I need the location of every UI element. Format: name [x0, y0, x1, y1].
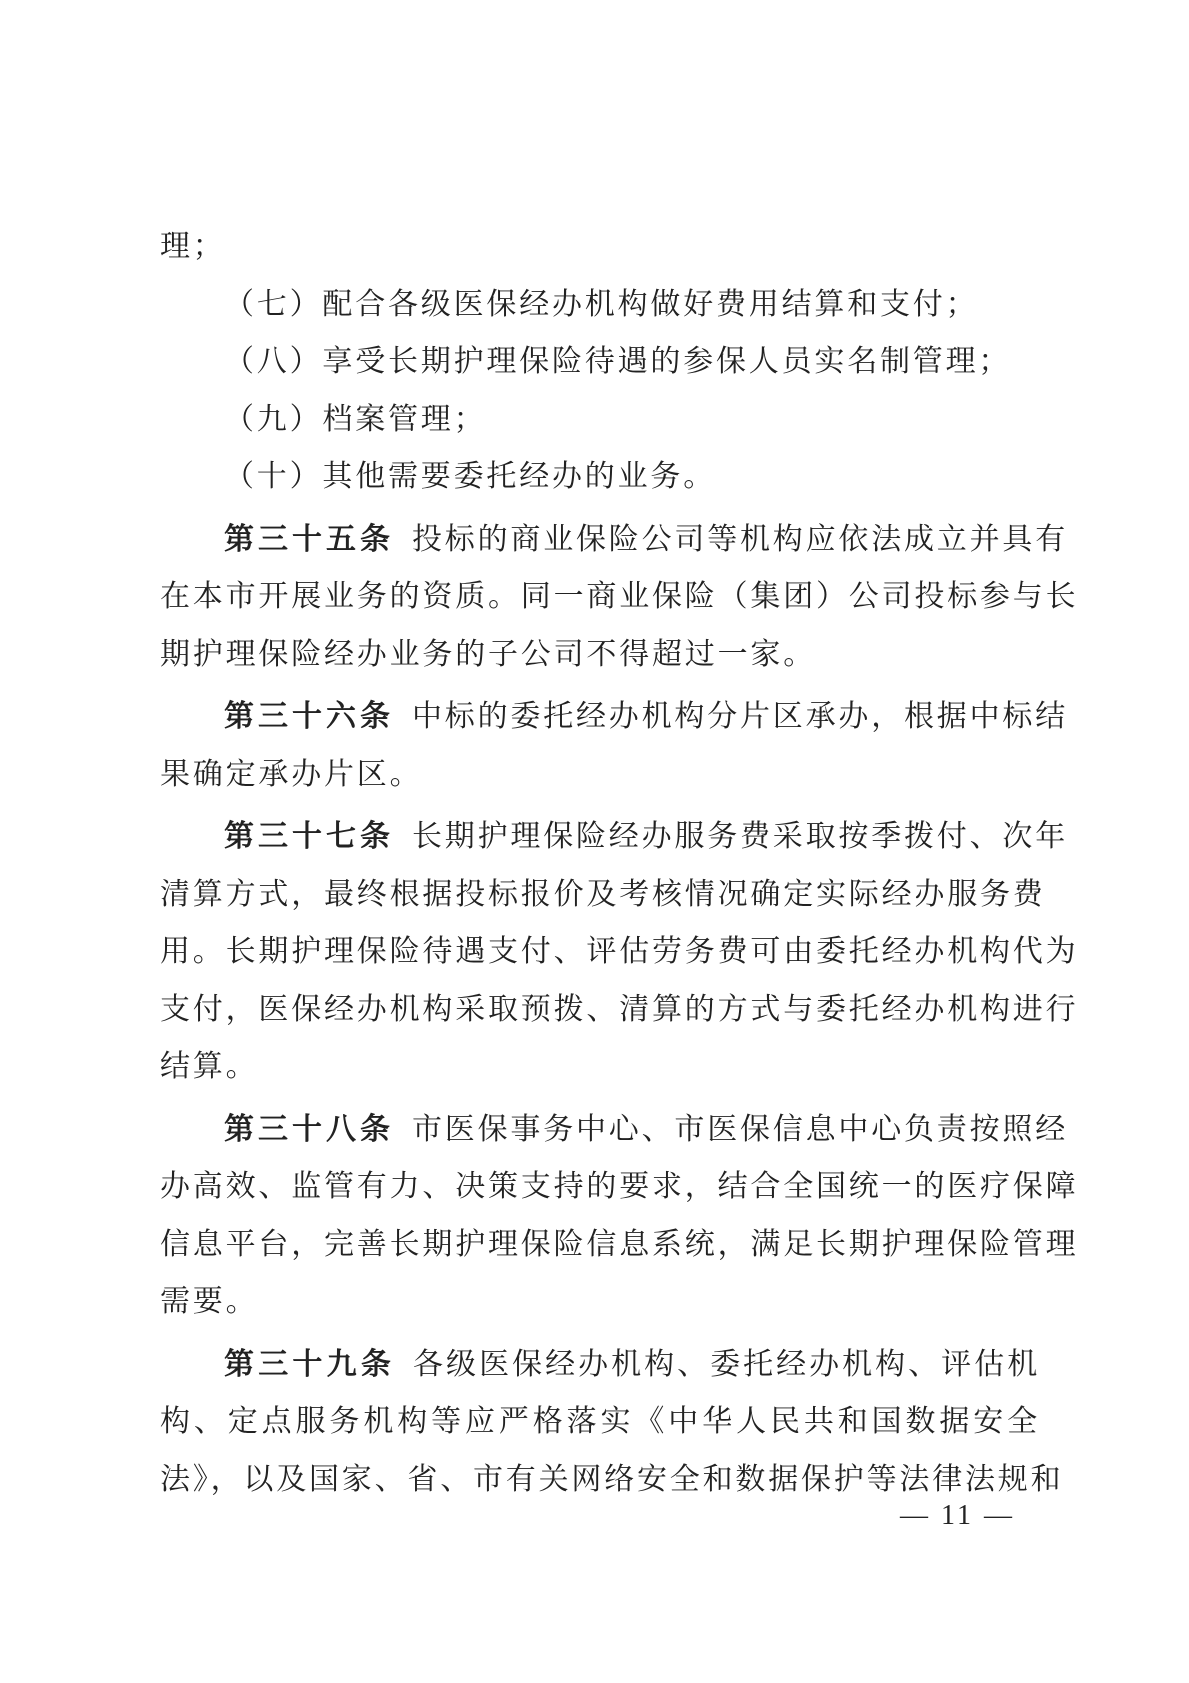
article-39-first-line — [160, 1336, 1040, 1394]
article-35-text: 投标的商业保险公司等机构应依法成立并具有 — [412, 521, 1068, 557]
article-35-first-line — [160, 511, 1068, 569]
article-37-line: 用。长期护理保险待遇支付、评估劳务费可由委托经办机构代为 — [160, 934, 1079, 969]
article-39-title: 第三十九条 — [224, 1346, 396, 1382]
article-37-line: 支付，医保经办机构采取预拨、清算的方式与委托经办机构进行 — [160, 991, 1079, 1027]
article-36-title: 第三十六条 — [224, 699, 394, 734]
article-36-text: 中标的委托经办机构分片区承办，根据中标结 — [412, 699, 1068, 734]
list-item-10: （十）其他需要委托经办的业务。 — [224, 459, 716, 494]
article-36-line: 果确定承办片区。 — [160, 756, 423, 792]
list-item-8: （八）享受长期护理保险待遇的参保人员实名制管理； — [224, 344, 1012, 379]
article-37-line: 清算方式，最终根据投标报价及考核情况确定实际经办服务费 — [160, 876, 1046, 912]
article-37-text: 长期护理保险经办服务费采取按季拨付、次年 — [412, 819, 1068, 854]
article-37-line: 结算。 — [160, 1049, 259, 1084]
article-35-line: 在本市开展业务的资质。同一商业保险（集团）公司投标参与长 — [160, 579, 1079, 614]
article-38-first-line — [160, 1101, 1068, 1159]
article-38-line: 需要。 — [160, 1284, 259, 1319]
list-item-7: （七）配合各级医保经办机构做好费用结算和支付； — [224, 286, 979, 322]
document-body — [160, 218, 1079, 1508]
article-38-title: 第三十八条 — [224, 1111, 394, 1147]
article-37-first-line — [160, 808, 1068, 866]
article-38-text: 市医保事务中心、市医保信息中心负责按照经 — [412, 1111, 1068, 1147]
article-38-line: 办高效、监管有力、决策支持的要求，结合全国统一的医疗保障 — [160, 1169, 1079, 1204]
article-36-first-line — [160, 688, 1068, 746]
article-39-line: 法》，以及国家、省、市有关网络安全和数据保护等法律法规和 — [160, 1461, 1064, 1497]
paragraph-line: 理； — [160, 229, 226, 264]
article-35-title: 第三十五条 — [224, 521, 394, 557]
list-item-9: （九）档案管理； — [224, 401, 487, 437]
article-38-line: 信息平台，完善长期护理保险信息系统，满足长期护理保险管理 — [160, 1226, 1079, 1262]
page-number: — 11 — — [900, 1500, 1015, 1531]
article-37-title: 第三十七条 — [224, 819, 394, 854]
article-39-line: 构、定点服务机构等应严格落实《中华人民共和国数据安全 — [160, 1404, 1040, 1439]
article-35-line: 期护理保险经办业务的子公司不得超过一家。 — [160, 636, 816, 672]
article-39-text: 各级医保经办机构、委托经办机构、评估机 — [413, 1346, 1041, 1382]
